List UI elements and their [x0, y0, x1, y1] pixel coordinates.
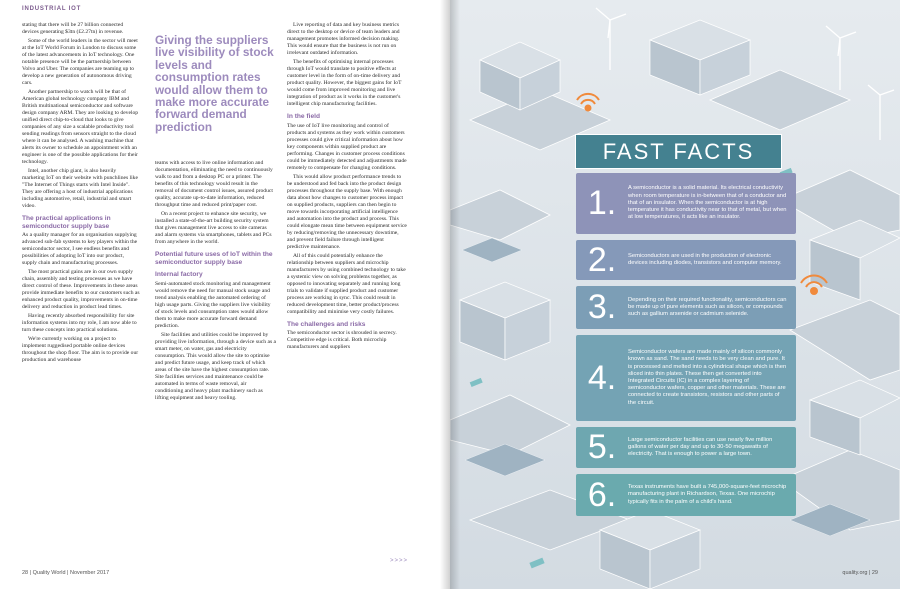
fact-text: Semiconductors are used in the production of electronic devices including diodes, transistors and computer memory. [628, 252, 782, 266]
text-column-2 [155, 160, 276, 404]
subheading: The challenges and risks [287, 320, 366, 328]
paragraph: As a quality manager for an organisation supplying advanced sub-fab systems to key players within the semiconductor sector, I see endless benefits and possibilities of adopting IoT into our product, supply chain and manufacturing processes. [22, 232, 138, 267]
fact-number: 1. [587, 184, 617, 222]
subheading: Potential future uses of IoT within the semiconductor supply base [155, 251, 273, 266]
fact-item-1 [576, 173, 796, 234]
fact-item-2 [576, 240, 796, 280]
fact-text: Texas instruments have built a 745,000-square-feet microchip manufacturing plant in Richardson, Texas. One microchip typically fits in the palm of a child's hand. [628, 484, 787, 505]
fast-facts-title-box [575, 134, 782, 169]
text-column-3 [287, 22, 407, 353]
fact-number: 5. [587, 428, 617, 466]
right-page [450, 0, 900, 589]
paragraph: Some of the world leaders in the sector will meet at the IoT World Forum in London to discuss some of the latest advancements in IoT technology. One notable presence will be the partnership between Volvo and Uber. The companies are teaming up to develop a new generation of autonomous driving cars. [22, 38, 138, 86]
paragraph: The benefits of optimising internal processes through IoT would translate to positive effects at customer level in the form of on-time delivery and product quality. However, the biggest gains for IoT would come from improved monitoring and live integration of product as it works in the customer's intelligent chip manufacturing facilities. [287, 59, 402, 107]
fact-text: Semiconductor wafers are made mainly of silicon commonly known as sand. The sand needs to be very clean and pure. It is processed and melted into a cylindrical shape which is then sliced into thin plates. These then get converted into Integrated Circuits (IC) in a complex layering of semiconductor wafers, copper and other materials. These are connected to create transistors, resistors and other parts of the circuit. [628, 349, 787, 406]
pull-quote: Giving the suppliers live visibility of stock levels and consumption rates would allow them to make more accurate forward demand prediction [155, 33, 274, 134]
paragraph: This would allow product performance trends to be understood and fed back into the product design processes throughout the supply base. With enough data about how changes to customer process impact on supplied products, suppliers can then begin to move towards incorporating artificial intelligence and automation into the product and process. This could elongate mean time between equipment service by reducing/removing the unnecessary downtime, and prevent field failure through intelligent predictive maintenance. [287, 173, 407, 250]
fact-number: 3. [587, 288, 617, 326]
paragraph: The use of IoT live monitoring and control of products and systems as they work within customers processes could give critical information about how key components within supplied product are performing. Changes in customer process conditions could be immediately detected and adjustments made remotely to compensate for changing conditions. [287, 122, 407, 171]
fact-item-4 [576, 335, 796, 421]
paragraph: All of this could potentially enhance the relationship between suppliers and microchip manufacturers by using combined technology to take a systemic view on solving problems together, as opposed to innovating separately and running long trials to validate if supplied product and customer process are working in sync. This could result in reduced development time, better product/process compatibility and minimise very costly failures. [287, 252, 406, 315]
fact-text: A semiconductor is a solid material. Its electrical conductivity when room temperature is in-between that of a conductor and that of an insulator. When the semiconductor is at high temperature it has conductivity near to that of metal, but when at low temperatures, it acts like an insulator. [628, 185, 787, 221]
paragraph: Site facilities and utilities could be improved by providing live information, through a device such as a smart meter, on water, gas and electricity consumption. This would allow the site to optimise and predict future usage, and keep track of which areas of the site have the highest consumption rate. Site facilities services and maintenance could be automated in terms of waste removal, air conditioning and heavy plant machinery such as lifting equipment and heavy tooling. [155, 331, 277, 401]
paragraph: Having recently absorbed responsibility for site information systems into my role, I am now able to turn these concepts into practical solutions. [22, 313, 137, 334]
fact-item-6 [576, 474, 796, 516]
paragraph: stating that there will be 27 billion connected devices generating $3tn (£2.27tn) in revenue. [22, 22, 124, 35]
subheading: In the field [287, 113, 320, 120]
fact-text: Depending on their required functionality, semiconductors can be made up of pure elements such as silicon, or compounds such as gallium arsenide or cadmium selenide. [628, 296, 787, 318]
text-column-1 [22, 22, 140, 366]
paragraph: The most practical gains are in our own supply chain, assembly and testing processes as we have direct control of these. Improvements in these areas provide immediate benefits to our customers such as enhanced product quality, improvements in on-time delivery and reduction in product lead times. [22, 269, 140, 311]
fact-number: 2. [587, 240, 617, 279]
paragraph: Intel, another chip giant, is also heavily marketing IoT on their website with punchlines like "The Internet of Things starts with Intel Inside". They are offering a host of industrial applications including automotive, retail, industrial and smart video. [22, 168, 138, 209]
paragraph: Semi-automated stock monitoring and management would remove the need for manual stock usage and trend analysis enabling the automated ordering of high usage parts. Giving the suppliers live visibility of stock levels and consumption rates would allow them to make more accurate forward demand prediction. [155, 280, 271, 329]
folio-left: 28 | Quality World | November 2017 [22, 570, 110, 576]
subheading: The practical applications in semiconductor supply base [22, 215, 111, 230]
page-gutter-shadow [440, 0, 460, 589]
paragraph: The semiconductor sector is shrouded in secrecy. Competitive edge is critical. Both microchip manufacturers and suppliers [287, 330, 397, 351]
fact-number: 4. [587, 358, 617, 397]
fact-text: Large semiconductor facilities can use nearly five million gallons of water per day and up to 30-50 megawatts of electricity. That is enough to power a large town. [628, 436, 773, 458]
paragraph: On a recent project to enhance site security, we installed a state-of-the-art building security system that gives management live access to site cameras and alarm systems via smartphones, tablets and PCs from anywhere in the world. [155, 211, 272, 245]
paragraph: Live reporting of data and key business metrics direct to the desktop or device of team leaders and management promotes informed decision making. This would ensure that the business is not run on irrelevant outdated information. [287, 22, 400, 56]
subheading: Internal factory [155, 271, 203, 279]
paragraph: teams with access to live online information and documentation, eliminating the need to continuously walk to and from a desktop PC or a printer. The benefits of this technology would result in the removal of document control issues, assured product quality, accurate up-to-date information, reduced throughput time and reduced print/paper cost. [155, 160, 273, 208]
folio-right: quality.org | 29 [842, 570, 878, 576]
fact-item-3 [576, 286, 796, 329]
paragraph: We're currently working on a project to implement ruggedised portable online devices throughout the shop floor. The aim is to provide our production and warehouse [22, 336, 139, 364]
fact-number: 6. [587, 475, 617, 514]
continued-marker: >>>> [390, 558, 409, 564]
section-tag: INDUSTRIAL IOT [22, 6, 82, 12]
fast-facts-title: FAST FACTS [602, 138, 755, 164]
fact-item-5 [576, 427, 796, 468]
paragraph: Another partnership to watch will be that of American global technology company IBM and British multinational semiconductor and software design company ARM. They are looking to develop unified direct chip-to-cloud that looks to give companies of any size a scalable productivity tool sending readings from sensors straight to the cloud where it can be analysed. A washing machine that alerts its owner to schedule an appointment with an engineer is one of the possible applications for their technology. [22, 89, 139, 165]
